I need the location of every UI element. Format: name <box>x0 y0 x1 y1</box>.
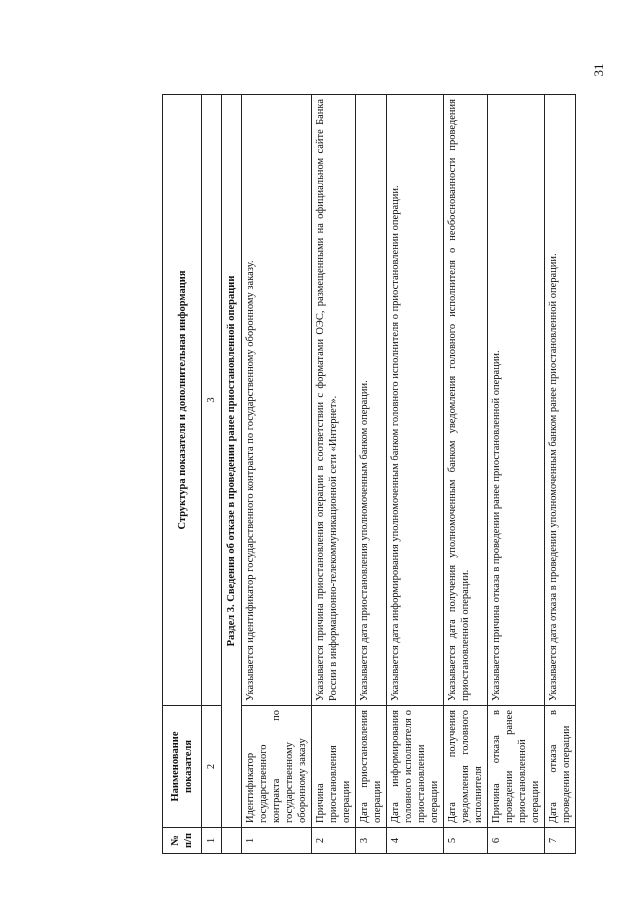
row-name: Дата отказа в проведении операции <box>545 706 576 828</box>
header-structure: Структура показателя и дополнительная информация <box>163 95 202 706</box>
row-desc: Указывается идентификатор государственного контракта по государственному оборонному заказу. <box>242 95 312 706</box>
column-index-row <box>202 95 222 854</box>
table-row <box>444 95 488 854</box>
rotated-table-container <box>162 94 609 854</box>
section-title: Раздел 3. Сведения об отказе в проведении ранее приостановленной операции <box>222 95 242 828</box>
row-num: 3 <box>356 828 387 854</box>
column-index: 2 <box>202 706 222 828</box>
column-index: 3 <box>202 95 222 706</box>
row-num: 6 <box>488 828 545 854</box>
header-num: № п/п <box>163 828 202 854</box>
row-num: 5 <box>444 828 488 854</box>
header-name: Наименование показателя <box>163 706 202 828</box>
table-row <box>312 95 356 854</box>
row-name: Идентификатор государственного контракта по государственному оборонному заказу <box>242 706 312 828</box>
row-name: Причина отказа в проведении ранее приостановленной операции <box>488 706 545 828</box>
column-index: 1 <box>202 828 222 854</box>
table-row <box>488 95 545 854</box>
row-desc: Указывается причина отказа в проведении ранее приостановленной операции. <box>488 95 545 706</box>
section-spacer <box>222 828 242 854</box>
row-name: Дата приостановления операции <box>356 706 387 828</box>
row-desc: Указывается дата приостановления уполномоченным банком операции. <box>356 95 387 706</box>
section-row <box>222 95 242 854</box>
table-row <box>356 95 387 854</box>
row-desc: Указывается дата получения уполномоченным банком уведомления головного исполнителя о необоснованности проведения приостановленной операции. <box>444 95 488 706</box>
row-desc: Указывается дата информирования уполномоченным банком головного исполнителя о приостановлении операции. <box>387 95 444 706</box>
table-header-row <box>163 95 202 854</box>
row-num: 1 <box>242 828 312 854</box>
row-desc: Указывается дата отказа в проведении уполномоченным банком ранее приостановленной операции. <box>545 95 576 706</box>
table-row <box>545 95 576 854</box>
row-name: Причина приостановления операции <box>312 706 356 828</box>
row-num: 2 <box>312 828 356 854</box>
table-row <box>242 95 312 854</box>
table-row <box>387 95 444 854</box>
indicator-table <box>162 94 576 854</box>
row-num: 7 <box>545 828 576 854</box>
row-num: 4 <box>387 828 444 854</box>
row-desc: Указывается причина приостановления операции в соответствии с форматами ОЭС, размещенными на официальном сайте Банка России в информационно-телекоммуникационной сети «Интернет». <box>312 95 356 706</box>
row-name: Дата получения уведомления головного исполнителя <box>444 706 488 828</box>
row-name: Дата информирования головного исполнителя о приостановлении операции <box>387 706 444 828</box>
page-number: 31 <box>591 63 606 77</box>
